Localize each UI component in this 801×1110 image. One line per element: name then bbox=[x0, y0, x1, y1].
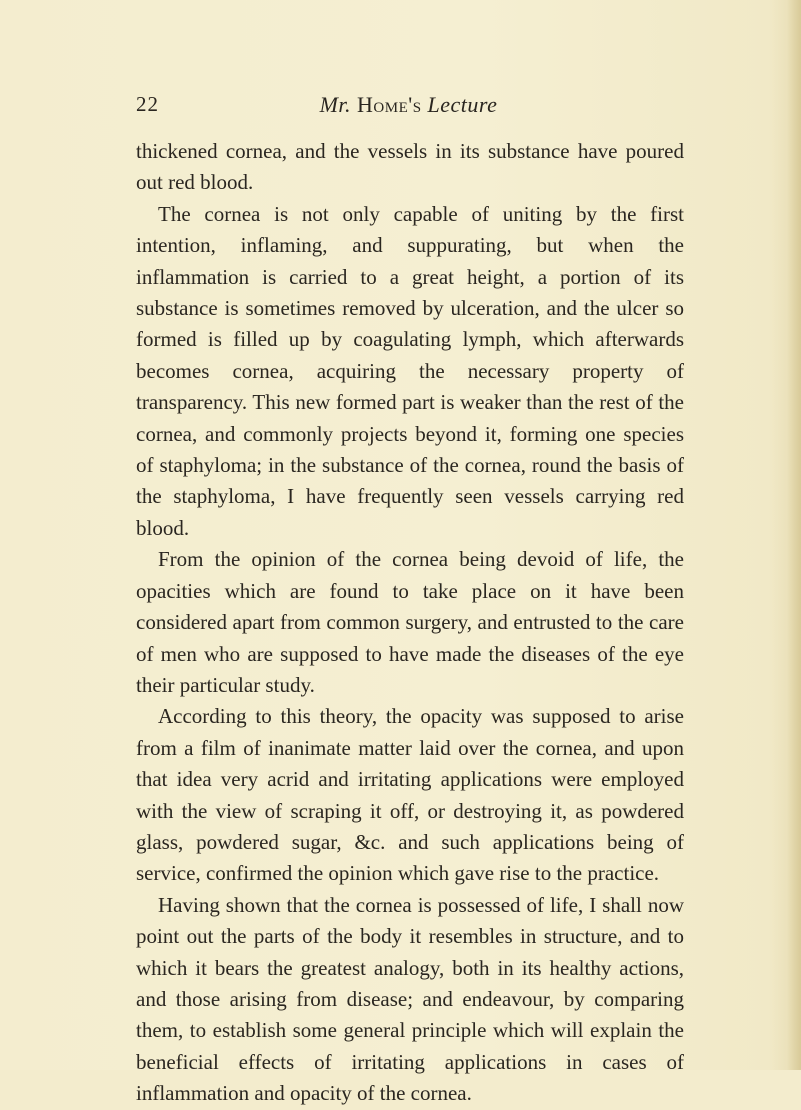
paragraph-continuation: thickened cornea, and the vessels in its substance have poured out red blood. bbox=[136, 139, 684, 195]
page-edge-shadow bbox=[787, 0, 801, 1070]
paragraph-cornea-uniting: The cornea is not only capable of uniting by the first intention, inflaming, and suppurating, but when the inflammation is carried to a great height, a portion of its substance is sometimes removed by ulceration, and the ulcer so formed is filled up by coagulating lymph, which afterwards becomes cornea, acquiring the necessary property of transparency. This new formed part is weaker than the rest of the cornea, and commonly projects beyond it, forming one species of staphyloma; in the substance of the cornea, round the basis of the staphyloma, I have frequently seen vessels carrying red blood. bbox=[136, 201, 684, 540]
paragraph-theory-opacity: According to this theory, the opacity was supposed to arise from a film of inanimate matter laid over the cornea, and upon that idea very acrid and irritating applications were employed with the view of scraping it off, or destroying it, as powdered glass, powdered sugar, &c. and such applications being of service, confirmed the opinion which gave rise to the practice. bbox=[136, 704, 684, 886]
paragraph-opinion-devoid-of-life: From the opinion of the cornea being devoid of life, the opacities which are found to take place on it have been considered apart from common surgery, and entrusted to the care of men who are supposed to have made the diseases of the eye their particular study. bbox=[136, 547, 684, 697]
page-number: 22 bbox=[136, 92, 159, 116]
running-head-suffix: Lecture bbox=[421, 92, 498, 117]
running-head-name: Home's bbox=[357, 92, 422, 117]
body-text bbox=[136, 136, 684, 1110]
page-header bbox=[136, 92, 681, 122]
running-head-prefix: Mr. bbox=[319, 92, 358, 117]
running-head bbox=[136, 92, 681, 118]
paragraph-cornea-possessed-of-life: Having shown that the cornea is possessed of life, I shall now point out the parts of the body it resembles in structure, and to which it bears the greatest analogy, both in its healthy actions, and those arising from disease; and endeavour, by comparing them, to establish some general principle which will explain the beneficial effects of irritating applications in cases of inflammation and opacity of the cornea. bbox=[136, 892, 684, 1106]
